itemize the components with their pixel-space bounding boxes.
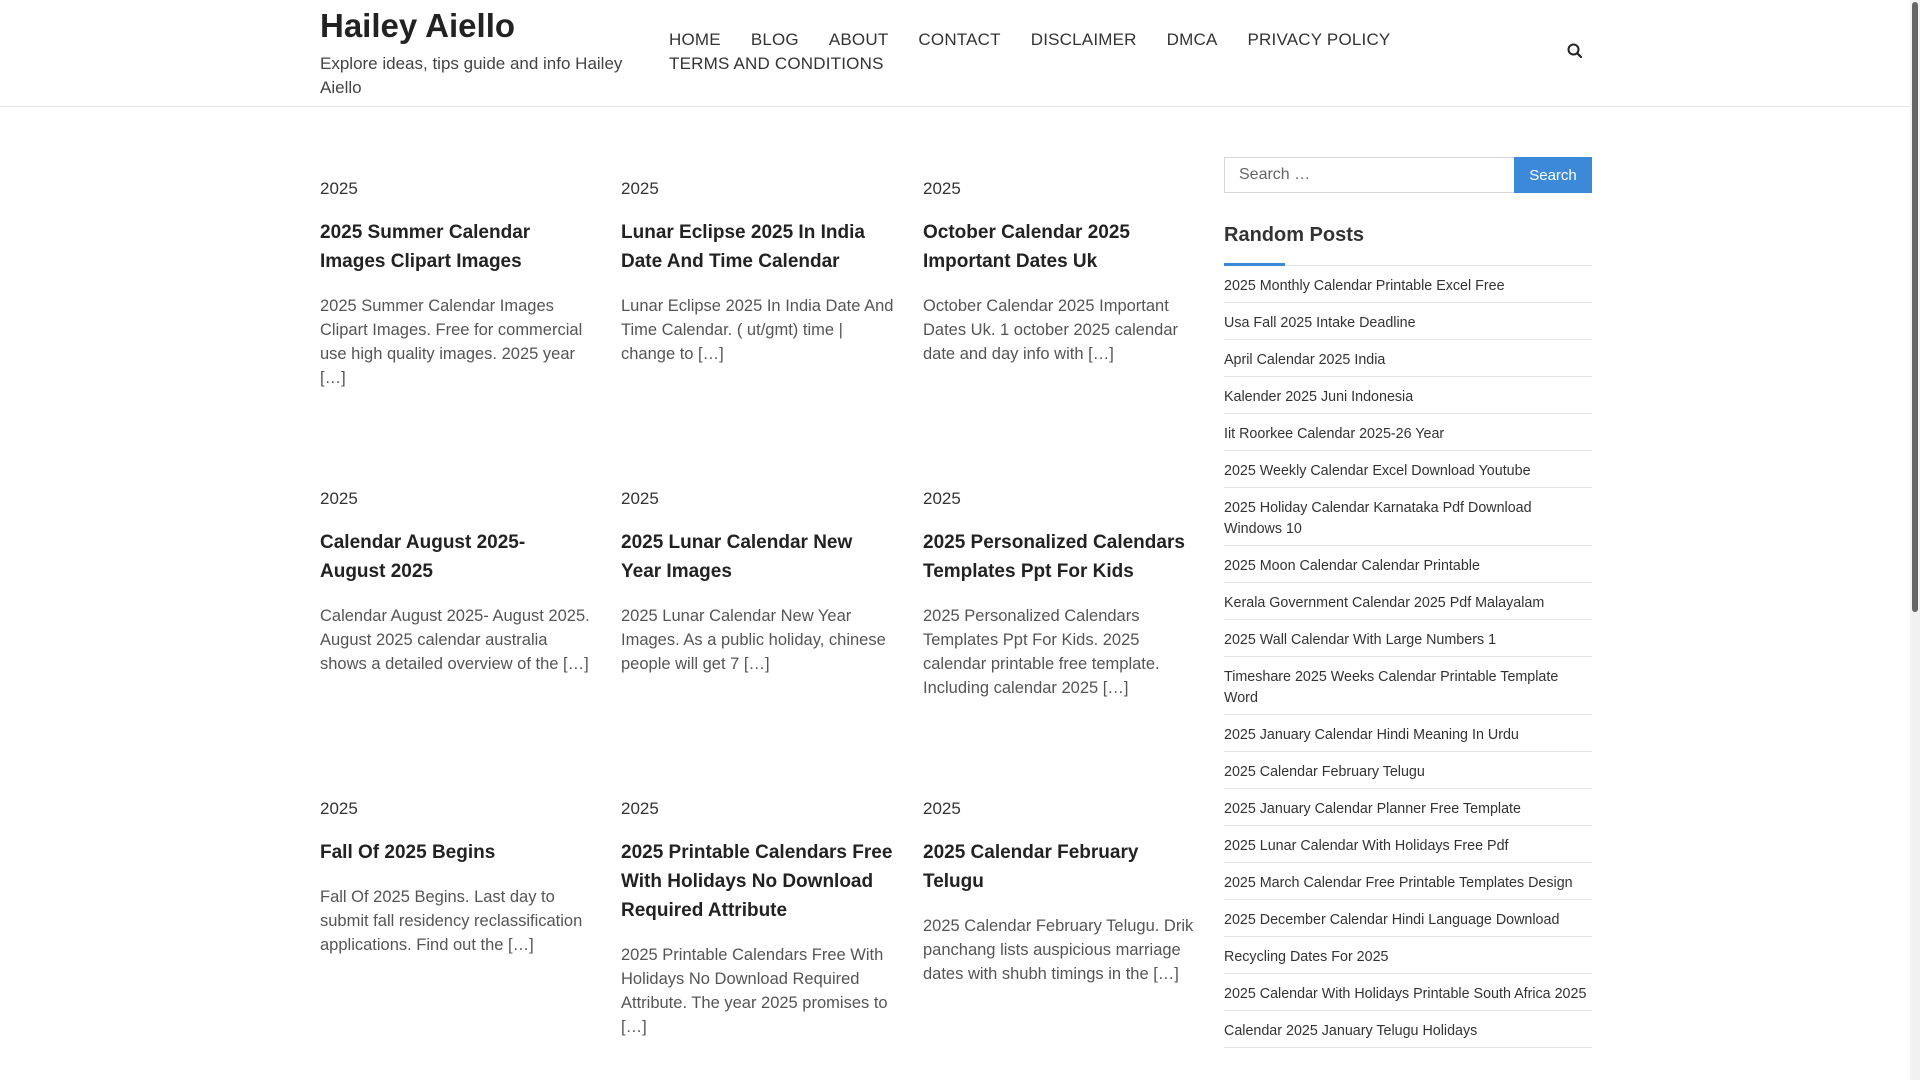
nav-dmca[interactable]: DMCA <box>1166 30 1218 49</box>
nav-privacy-policy[interactable]: PRIVACY POLICY <box>1247 30 1391 49</box>
random-post-link[interactable]: 2025 Calendar February Telugu <box>1224 752 1592 789</box>
widget-title-underline <box>1224 265 1592 266</box>
post-category[interactable]: 2025 <box>621 489 659 508</box>
post-category[interactable]: 2025 <box>320 799 358 818</box>
post-excerpt: 2025 Printable Calendars Free With Holidays No Download Required Attribute. The year 2025 promises to […] <box>621 946 888 1036</box>
search-input[interactable] <box>1224 157 1514 193</box>
scrollbar-thumb[interactable] <box>1912 2 1918 612</box>
post-title[interactable]: 2025 Printable Calendars Free With Holidays No Download Required Attribute <box>621 842 893 921</box>
site-header <box>0 0 1910 107</box>
post-excerpt: 2025 Calendar February Telugu. Drik panchang lists auspicious marriage dates with shubh timings in the […] <box>923 917 1194 983</box>
random-post-link[interactable]: April Calendar 2025 India <box>1224 340 1592 377</box>
search-button[interactable]: Search <box>1514 157 1592 193</box>
nav-disclaimer[interactable]: DISCLAIMER <box>1030 30 1137 49</box>
post-excerpt: Lunar Eclipse 2025 In India Date And Time Calendar. ( ut/gmt) time | change to […] <box>621 297 894 363</box>
post-card <box>320 798 595 957</box>
random-post-link[interactable]: 2025 Monthly Calendar Printable Excel Free <box>1224 266 1592 303</box>
random-post-link[interactable]: Iit Roorkee Calendar 2025-26 Year <box>1224 414 1592 451</box>
random-post-link[interactable]: Calendar 2025 January Telugu Holidays <box>1224 1011 1592 1048</box>
random-post-link[interactable]: Kalender 2025 Juni Indonesia <box>1224 377 1592 414</box>
random-post-link[interactable]: 2025 Lunar Calendar With Holidays Free Pdf <box>1224 826 1592 863</box>
post-category[interactable]: 2025 <box>320 179 358 198</box>
nav-row-2 <box>669 52 1389 76</box>
post-title[interactable]: 2025 Lunar Calendar New Year Images <box>621 532 853 582</box>
random-post-link[interactable]: Kerala Government Calendar 2025 Pdf Malayalam <box>1224 583 1592 620</box>
random-post-link[interactable]: Timeshare 2025 Weeks Calendar Printable Template Word <box>1224 657 1592 715</box>
post-category[interactable]: 2025 <box>923 179 961 198</box>
post-card <box>621 178 896 366</box>
post-excerpt: Fall Of 2025 Begins. Last day to submit fall residency reclassification applications. Find out the […] <box>320 888 583 954</box>
site-tagline: Explore ideas, tips guide and info Hailey Aiello <box>320 54 623 97</box>
post-excerpt: Calendar August 2025- August 2025. August 2025 calendar australia shows a detailed overview of the […] <box>320 607 590 673</box>
nav-row-1 <box>669 28 1389 52</box>
random-post-link[interactable]: 2025 January Calendar Planner Free Template <box>1224 789 1592 826</box>
post-card <box>923 178 1198 366</box>
main-navigation <box>669 28 1389 76</box>
random-post-link[interactable]: Usa Fall 2025 Intake Deadline <box>1224 303 1592 340</box>
nav-home[interactable]: HOME <box>669 30 721 49</box>
post-card <box>621 798 896 1039</box>
sidebar-search-form <box>1224 157 1592 193</box>
post-card <box>923 798 1198 986</box>
post-title[interactable]: 2025 Personalized Calendars Templates Ppt For Kids <box>923 532 1185 582</box>
post-title[interactable]: Calendar August 2025- August 2025 <box>320 532 526 582</box>
post-excerpt: 2025 Personalized Calendars Templates Ppt For Kids. 2025 calendar printable free template. Including calendar 2025 […] <box>923 607 1160 697</box>
random-post-link[interactable]: 2025 Moon Calendar Calendar Printable <box>1224 546 1592 583</box>
random-post-link[interactable]: 2025 January Calendar Hindi Meaning In Urdu <box>1224 715 1592 752</box>
random-posts-list <box>1224 266 1592 1048</box>
search-icon-svg <box>1566 42 1584 60</box>
nav-terms-and-conditions[interactable]: TERMS AND CONDITIONS <box>669 54 884 73</box>
post-title[interactable]: October Calendar 2025 Important Dates Uk <box>923 222 1130 272</box>
post-excerpt: 2025 Lunar Calendar New Year Images. As a public holiday, chinese people will get 7 […] <box>621 607 886 673</box>
random-post-link[interactable]: 2025 Calendar With Holidays Printable South Africa 2025 <box>1224 974 1592 1011</box>
post-card <box>621 488 896 676</box>
nav-contact[interactable]: CONTACT <box>918 30 1001 49</box>
site-title[interactable]: Hailey Aiello <box>320 7 516 44</box>
random-post-link[interactable]: 2025 Weekly Calendar Excel Download Youtube <box>1224 451 1592 488</box>
post-category[interactable]: 2025 <box>923 489 961 508</box>
random-post-link[interactable]: 2025 March Calendar Free Printable Templates Design <box>1224 863 1592 900</box>
post-title[interactable]: Fall Of 2025 Begins <box>320 842 496 863</box>
post-category[interactable]: 2025 <box>621 179 659 198</box>
nav-blog[interactable]: BLOG <box>750 30 799 49</box>
post-card <box>320 178 595 390</box>
post-excerpt: 2025 Summer Calendar Images Clipart Images. Free for commercial use high quality images. 2025 year […] <box>320 297 583 387</box>
post-category[interactable]: 2025 <box>923 799 961 818</box>
random-posts-title: Random Posts <box>1224 224 1365 246</box>
post-title[interactable]: Lunar Eclipse 2025 In India Date And Time Calendar <box>621 222 865 272</box>
post-category[interactable]: 2025 <box>320 489 358 508</box>
post-category[interactable]: 2025 <box>621 799 659 818</box>
random-post-link[interactable]: 2025 December Calendar Hindi Language Download <box>1224 900 1592 937</box>
branding <box>320 4 640 100</box>
post-title[interactable]: 2025 Calendar February Telugu <box>923 842 1139 892</box>
post-card <box>320 488 595 676</box>
nav-about[interactable]: ABOUT <box>828 30 889 49</box>
random-post-link[interactable]: Recycling Dates For 2025 <box>1224 937 1592 974</box>
sidebar <box>1224 157 1592 1048</box>
random-post-link[interactable]: 2025 Wall Calendar With Large Numbers 1 <box>1224 620 1592 657</box>
post-card <box>923 488 1198 700</box>
random-post-link[interactable]: 2025 Holiday Calendar Karnataka Pdf Download Windows 10 <box>1224 488 1592 546</box>
search-icon[interactable] <box>1566 42 1584 60</box>
post-title[interactable]: 2025 Summer Calendar Images Clipart Images <box>320 222 531 272</box>
post-excerpt: October Calendar 2025 Important Dates Uk. 1 october 2025 calendar date and day info with […] <box>923 297 1178 363</box>
